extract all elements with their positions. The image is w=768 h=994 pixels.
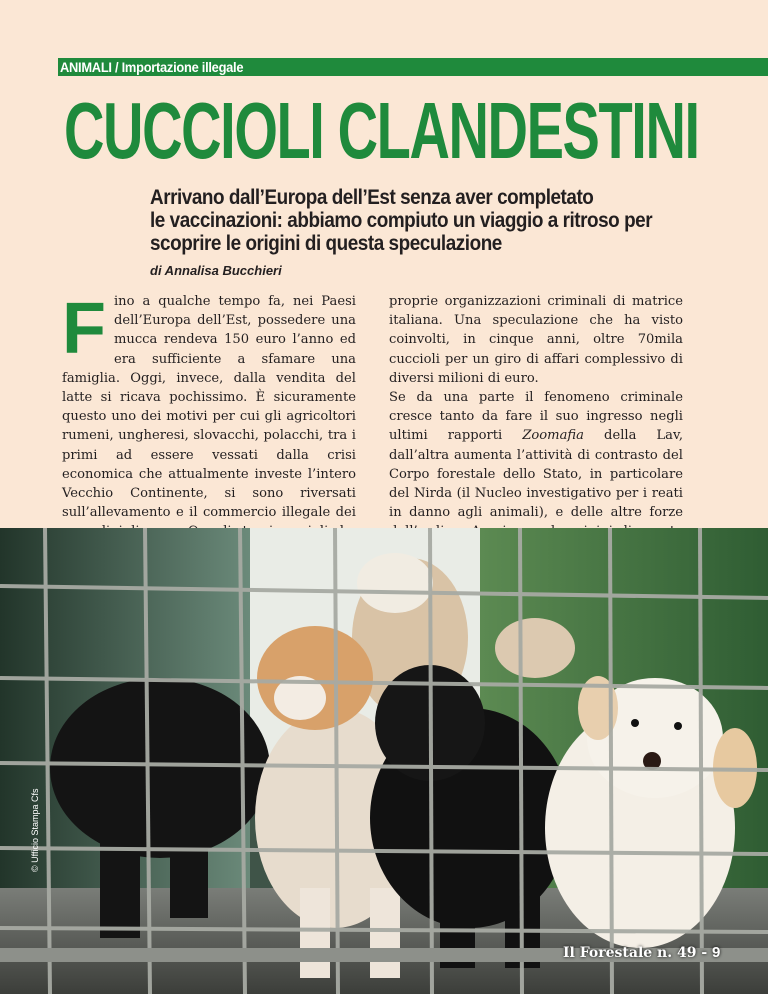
body-text: Se da una parte il fenomeno criminale cresce tanto da fare il suo ingresso negli ultimi rapporti <box>389 390 683 444</box>
subtitle-line: le vaccinazioni: abbiamo compiuto un viaggio a ritroso per <box>150 209 653 232</box>
article-subtitle <box>150 186 710 255</box>
photo-credit: © Ufficio Stampa Cfs <box>30 788 40 872</box>
subtitle-line: scoprire le origini di questa speculazione <box>150 232 502 255</box>
page-number: 9 <box>712 944 721 961</box>
puppies-in-cage-photo <box>0 528 768 994</box>
byline: di Annalisa Bucchieri <box>150 263 282 278</box>
body-text: ino a qualche tempo fa, nei Paesi dell’Europa dell’Est, possedere una mucca rendeva 150 euro l’anno ed era sufficiente a sfamare una famiglia. Oggi, invece, dalla vendita del latte si ricava pochissimo. È sicuramente questo uno dei motivi per cui gli agricoltori rumeni, ungheresi, slovacchi, polacchi, tra i primi ad essere vessati dalla crisi economica che attualmente investe l’intero Vecchio Continente, si sono riversati sull’allevamento e il commercio illegale dei <box>62 294 356 521</box>
drop-cap: F <box>62 289 106 369</box>
magazine-issue: Il Forestale n. 49 - <box>563 945 708 961</box>
body-text: della Lav, dall’altra aumenta l’attività di contrasto del Corpo forestale dello Stato, in particolare del Nirda (il Nucleo investigativo per i reati in danno agli animali), e delle altre forze <box>389 428 683 521</box>
page-top-band <box>0 0 768 58</box>
article-title: CUCCIOLI CLANDESTINI <box>64 86 699 175</box>
section-label: ANIMALI / Importazione illegale <box>60 59 244 75</box>
page-footer <box>563 944 720 961</box>
subtitle-line: Arrivano dall’Europa dell’Est senza aver completato <box>150 186 594 209</box>
body-paragraph: proprie organizzazioni criminali di matrice italiana. Una speculazione che ha visto coinvolti, in cinque anni, oltre 70mila cuccioli per un giro di affari complessivo di diversi milioni di euro. <box>389 294 683 386</box>
report-name: Zoomafia <box>522 428 584 444</box>
article-photo <box>0 528 768 994</box>
